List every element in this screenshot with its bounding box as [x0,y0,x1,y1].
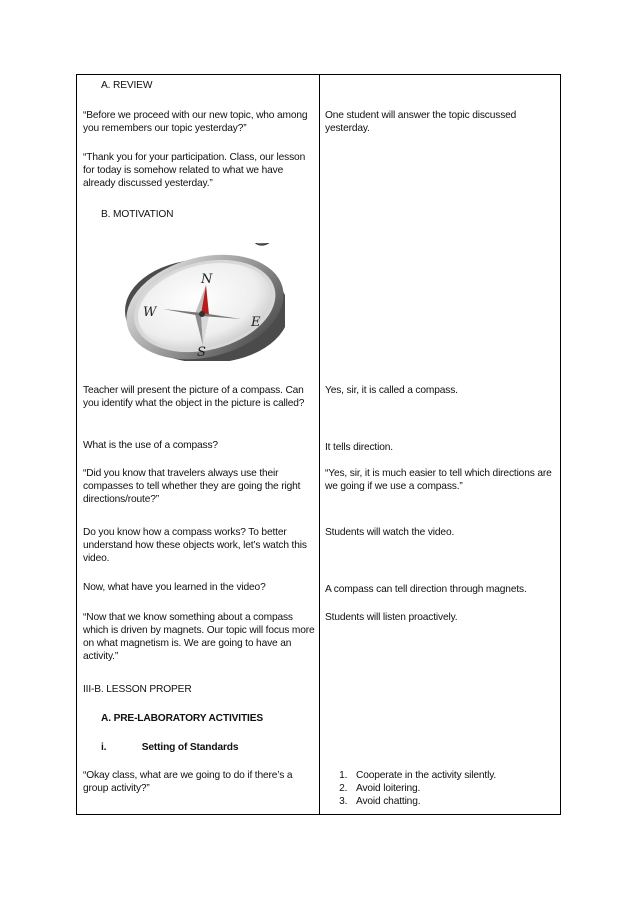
standards-list-cell [325,769,557,808]
pre-lab-heading: A. PRE-LABORATORY ACTIVITIES [101,713,264,724]
column-divider [319,75,320,814]
motivation-heading: B. MOTIVATION [101,209,174,220]
list-item: 2. Avoid loitering. [350,782,557,795]
motivation-teacher-use: What is the use of a compass? [83,440,218,451]
motivation-student-video: Students will watch the video. [325,527,455,538]
lesson-plan-table [76,74,561,815]
compass-picture [115,243,285,361]
motivation-student-present: Yes, sir, it is called a compass. [325,385,458,396]
lesson-proper-heading: III-B. LESSON PROPER [83,684,192,695]
lesson-teacher-group: “Okay class, what are we going to do if there’s a group activity?” [83,770,293,794]
motivation-teacher-travelers: “Did you know that travelers always use their compasses to tell whether they are going the right directions/route?” [83,468,301,505]
compass-letter-w: W [143,305,157,320]
motivation-student-topic: Students will listen proactively. [325,612,458,623]
compass-letter-e: E [251,315,261,330]
review-heading: A. REVIEW [101,80,153,91]
motivation-teacher-video: Do you know how a compass works? To better understand how these objects work, let’s watch this video. [83,527,307,564]
review-teacher-thanks: “Thank you for your participation. Class, our lesson for today is somehow related to what we have already discussed yesterday.” [83,152,306,189]
standards-heading-number: i. [101,742,107,753]
motivation-student-use: It tells direction. [325,442,393,453]
compass-letter-s: S [197,345,206,360]
motivation-teacher-learned: Now, what have you learned in the video? [83,582,266,593]
list-item: 1. Cooperate in the activity silently. [350,769,557,782]
review-student-answer: One student will answer the topic discussed yesterday. [325,110,517,134]
review-teacher-question: “Before we proceed with our new topic, who among you remembers our topic yesterday?” [83,110,308,134]
motivation-teacher-present: Teacher will present the picture of a compass. Can you identify what the object in the picture is called? [83,385,305,409]
list-item: 3. Avoid chatting. [350,795,557,808]
standards-heading [101,741,333,754]
standards-list [325,769,557,808]
motivation-teacher-topic: “Now that we know something about a compass which is driven by magnets. Our topic will focus more on what magnetism is. We are going to have an activity.” [83,612,315,662]
standards-heading-label: Setting of Standards [141,742,239,753]
motivation-student-travelers: “Yes, sir, it is much easier to tell which directions are we going if we use a compass.” [325,468,552,492]
compass-letter-n: N [201,272,213,287]
motivation-student-learned: A compass can tell direction through magnets. [325,584,527,595]
